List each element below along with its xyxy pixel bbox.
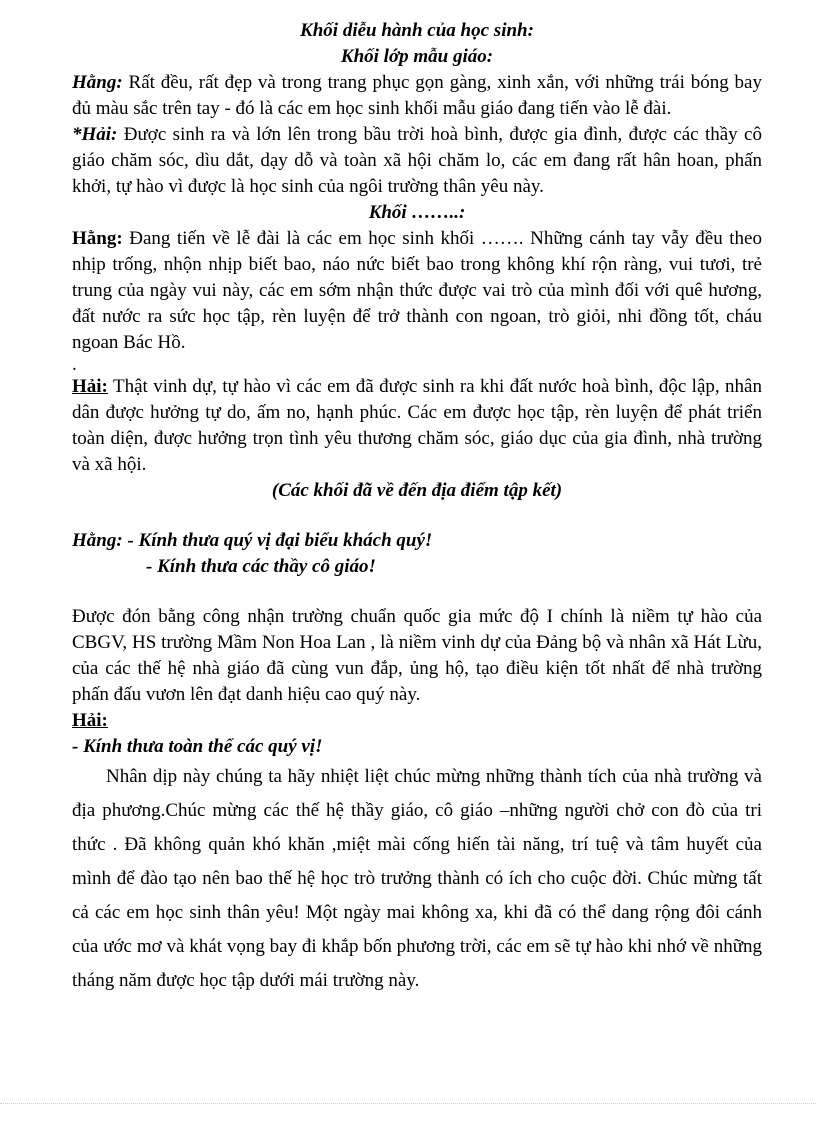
document-page (72, 18, 762, 998)
paragraph-text: Được sinh ra và lớn lên trong bầu trời hoà bình, được gia đình, được các thầy cô giáo chăm sóc, dìu dắt, dạy dỗ và toàn xã hội chăm lo, các em đang rất hân hoan, phấn khởi, tự hào vì được là học sinh của ngôi trường thân yêu này. (72, 124, 762, 197)
paragraph-text: Thật vinh dự, tự hào vì các em đã được sinh ra khi đất nước hoà bình, độc lập, nhân dân được hưởng tự do, ấm no, hạnh phúc. Các em được học tập, rèn luyện để phát triển toàn diện, được hưởng trọn tình yêu thương chăm sóc, giáo dục của gia đình, nhà trường và xã hội. (72, 376, 762, 475)
stage-note: (Các khối đã về đến địa điểm tập kết) (271, 480, 563, 501)
paragraph-hang-1 (72, 70, 762, 122)
speaker-label: Hằng: (72, 530, 123, 551)
greeting-line-2: - Kính thưa các thầy cô giáo! (146, 556, 376, 577)
greeting-line-1 (72, 528, 762, 554)
spacer (72, 580, 762, 604)
speaker-label-hai: Hải: (72, 710, 108, 731)
greeting-line-3: - Kính thưa toàn thể các quý vị! (72, 736, 323, 757)
page-footer-line (0, 1103, 816, 1105)
subheading: Khối ……..: (368, 202, 466, 223)
speaker-label: Hằng: (72, 72, 123, 93)
paragraph-recognition: Được đón bằng công nhận trường chuẩn quốc gia mức độ I chính là niềm tự hào của CBGV, HS trường Mầm Non Hoa Lan , là niềm vinh dự của Đảng bộ và nhân xã Hát Lừu, của các thế hệ nhà giáo đã cùng vun đắp, ủng hộ, tạo điều kiện tốt nhất để nhà trường phấn đấu vươn lên đạt danh hiệu cao quý này. (72, 606, 762, 705)
stray-dot: . (72, 354, 77, 375)
speaker-label: Hằng: (72, 228, 123, 249)
paragraph-hai-2 (72, 374, 762, 478)
speaker-label: *Hải: (72, 124, 118, 145)
paragraph-congratulations: Nhân dịp này chúng ta hãy nhiệt liệt chúc mừng những thành tích của nhà trường và địa phương.Chúc mừng các thế hệ thầy giáo, cô giáo –những người chở con đò của tri thức . Đã không quản khó khăn ,miệt mài cống hiến tài năng, trí tuệ và tâm huyết của mình để đào tạo nên bao thế hệ học trò trưởng thành có ích cho cuộc đời. Chúc mừng tất cả các em học sinh thân yêu! Một ngày mai không xa, khi đã có thể dang rộng đôi cánh của ước mơ và khát vọng bay đi khắp bốn phương trời, các em sẽ tự hào khi nhớ về những tháng năm được học tập dưới mái trường này. (72, 766, 762, 991)
heading-line-1: Khối diễu hành của học sinh: (300, 20, 534, 41)
greeting-text: - Kính thưa quý vị đại biểu khách quý! (122, 530, 433, 551)
heading-line-2: Khối lớp mẫu giáo: (340, 46, 494, 67)
spacer (72, 504, 762, 528)
paragraph-hai-1 (72, 122, 762, 200)
paragraph-text: Đang tiến về lễ đài là các em học sinh khối ……. Những cánh tay vẫy đều theo nhịp trống, nhộn nhịp biết bao, náo nức biết bao trong không khí rộn ràng, vui tươi, trẻ trung của ngày vui này, các em sớm nhận thức được vai trò của mình đối với quê hương, đất nước ra sức học tập, rèn luyện để trở thành con ngoan, trò giỏi, nhi đồng tốt, cháu ngoan Bác Hồ. (72, 228, 762, 353)
paragraph-text: Rất đều, rất đẹp và trong trang phục gọn gàng, xinh xắn, với những trái bóng bay đủ màu sắc trên tay - đó là các em học sinh khối mẫu giáo đang tiến vào lễ đài. (72, 72, 762, 119)
speaker-label: Hải: (72, 376, 108, 397)
paragraph-hang-2 (72, 226, 762, 356)
